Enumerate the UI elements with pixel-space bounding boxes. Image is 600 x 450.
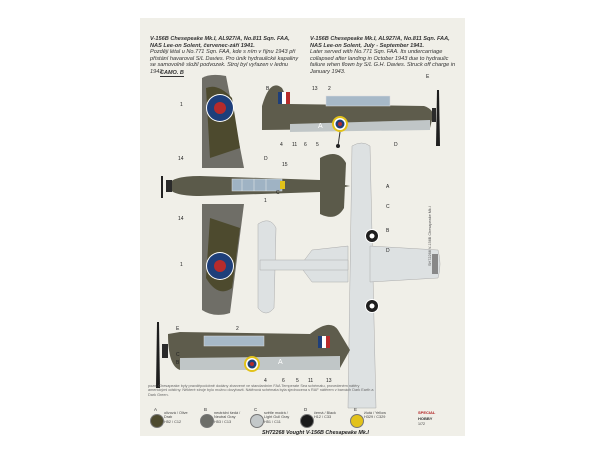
swatch-circle — [350, 414, 364, 428]
swatch-letter: A — [154, 407, 158, 412]
decal-instruction-page — [140, 18, 465, 436]
callout: 13 — [326, 378, 332, 384]
callout: 2 — [328, 86, 331, 92]
czech-body: Později létal u No.771 Sqn. FAA, kde s ním v říjnu 1943 při přistání havaroval S/L Davies. Pro únik hydraulické kapaliny se samovolně složil podvozek. Stroj byl vyřazen v lednu 1943. — [150, 49, 299, 75]
callout: 6 — [282, 378, 285, 384]
callout: D — [386, 248, 390, 254]
swatch-name: černá / Black — [314, 411, 336, 415]
callout: 2 — [236, 326, 239, 332]
callout: B — [176, 360, 180, 366]
callout: 11 — [292, 142, 298, 148]
serial-text: SH72268 V-156B Chesapeake Mk.I — [428, 206, 432, 266]
swatch-circle — [300, 414, 314, 428]
callout: 5 — [316, 142, 319, 148]
swatch-code: H53 / C13 — [214, 419, 232, 424]
english-body: Later served with No.771 Sqn. FAA. Its undercarriage collapsed after landing in October 1943 due to hydraulic failure when flown by S/L G.H. Davies. Struck off charge in January 1943. — [310, 49, 456, 75]
czech-heading: V-156B Chesepeake Mk.I, AL927/A, No.811 Sqn. FAA, NAS Lee-on Solent, červenec-září 1941. — [150, 36, 290, 49]
side-view-port — [156, 322, 350, 388]
maker-line2: HOBBY — [418, 416, 433, 421]
swatch-circle — [250, 414, 264, 428]
camo-label: CAMO. B — [160, 70, 184, 76]
swatch-code: H51 / C11 — [264, 419, 281, 424]
callout: 4 — [264, 378, 267, 384]
swatch-letter: D — [304, 407, 308, 412]
callout: 14 — [178, 156, 184, 162]
swatch-code: H12 / C33 — [314, 415, 332, 420]
maker-logo — [418, 410, 456, 428]
callout: E — [426, 74, 430, 80]
callout: 13 — [312, 86, 318, 92]
callout: D — [264, 156, 268, 162]
swatch-letter: B — [204, 407, 208, 412]
callout: D — [394, 142, 398, 148]
aircraft-drawings — [140, 18, 465, 436]
callout: C — [276, 190, 280, 196]
maker-line3: 1/72 — [418, 422, 425, 426]
callout: B — [266, 86, 270, 92]
svg-text:A: A — [278, 359, 283, 366]
callout: 4 — [280, 142, 283, 148]
callout: 14 — [178, 216, 184, 222]
legend-note: pozn. Chesapeake byly pravděpodobně dodány zbarvené ve standardním FAA Temperate Sea schématu, provedeném nátěry americkými odstíny. Některé stroje bylo možno dovybavit. Nátěrová schémata byla sjednocena s RAF nátěrem v barvách Dark Earth a Dark Green. — [148, 384, 374, 397]
swatch-code: H52 / C12 — [164, 419, 182, 424]
side-serial-text — [428, 146, 438, 266]
callout: 11 — [308, 378, 314, 384]
swatch-circle — [150, 414, 164, 428]
callout: 1 — [180, 262, 183, 268]
callout: C — [386, 204, 390, 210]
callout: 15 — [282, 162, 288, 168]
callout: C — [176, 352, 180, 358]
callout: 6 — [304, 142, 307, 148]
swatch-name: světle modrá / Light Gull Gray — [264, 411, 290, 420]
callout: A — [386, 184, 390, 190]
swatch-letter: E — [354, 407, 358, 412]
callout: B — [386, 228, 390, 234]
swatch-name: žlutá / Yellow — [364, 411, 386, 415]
callout: 5 — [296, 378, 299, 384]
english-heading: V-156B Chesepeake Mk.I, AL927/A, No.811 Sqn. FAA, NAS Lee-on Solent, July - September 1941. — [310, 36, 450, 49]
callout: 1 — [264, 198, 267, 204]
swatch-name: neutrální šedá / Neutral Gray — [214, 411, 241, 420]
swatch-letter: C — [254, 407, 258, 412]
side-view-starboard — [262, 85, 440, 148]
callout: 1 — [180, 102, 183, 108]
swatch-circle — [200, 414, 214, 428]
callout: E — [176, 326, 180, 332]
maker-line1: SPECIAL — [418, 410, 436, 415]
svg-text:A: A — [318, 123, 323, 130]
page-caption: SH72268 Vought V-156B Chesapeake Mk.I — [262, 430, 369, 436]
swatch-name: olivová / Olive Drab — [164, 411, 188, 420]
swatch-code: H329 / C329 — [364, 415, 386, 420]
